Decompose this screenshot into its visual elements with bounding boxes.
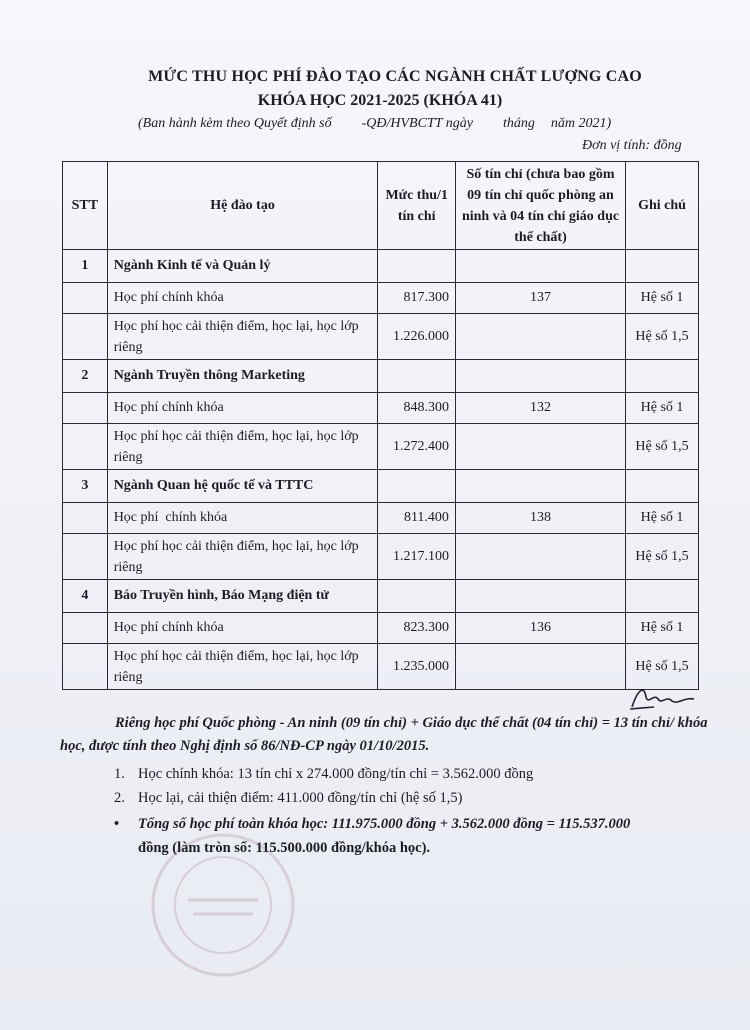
header-note: Ghi chú xyxy=(626,162,699,250)
row-rate: 1.235.000 xyxy=(378,644,456,690)
section-name: Ngành Quan hệ quốc tế và TTTC xyxy=(107,470,378,503)
row-label: Học phí học cải thiện điểm, học lại, học lớp riêng xyxy=(107,424,378,470)
row-rate: 1.217.100 xyxy=(378,534,456,580)
section-row xyxy=(63,360,699,393)
document-subtitle-course: KHÓA HỌC 2021-2025 (KHÓA 41) xyxy=(257,92,503,109)
section-number: 3 xyxy=(63,470,108,503)
row-rate: 848.300 xyxy=(378,393,456,424)
row-note: Hệ số 1,5 xyxy=(626,314,699,360)
decision-reference-part1: (Ban hành kèm theo Quyết định số xyxy=(138,116,332,131)
table-row xyxy=(63,613,699,644)
section-row xyxy=(63,470,699,503)
decision-reference-part2: -QĐ/HVBCTT ngày xyxy=(361,116,473,131)
row-note: Hệ số 1 xyxy=(626,393,699,424)
document-title: MỨC THU HỌC PHÍ ĐÀO TẠO CÁC NGÀNH CHẤT LƯỢNG CAO xyxy=(148,68,642,85)
fee-list xyxy=(114,762,734,810)
faded-seal-stamp xyxy=(148,830,298,980)
total-fee-line2: đồng (làm tròn số: 115.500.000 đồng/khóa học). xyxy=(138,840,431,856)
row-note: Hệ số 1 xyxy=(626,283,699,314)
row-credits: 132 xyxy=(455,393,625,424)
row-label: Học phí học cải thiện điểm, học lại, học lớp riêng xyxy=(107,644,378,690)
row-label: Học phí chính khóa xyxy=(107,283,378,314)
row-note: Hệ số 1,5 xyxy=(626,424,699,470)
row-rate: 817.300 xyxy=(378,283,456,314)
list-item-number: 1. xyxy=(114,766,125,782)
unit-label: Đơn vị tính: đồng xyxy=(582,138,682,153)
table-row xyxy=(63,314,699,360)
row-credits: 138 xyxy=(455,503,625,534)
row-credits: 137 xyxy=(455,283,625,314)
total-fee-line1: Tổng số học phí toàn khóa học: 111.975.000 đồng + 3.562.000 đồng = 115.537.000 xyxy=(138,816,631,832)
decision-reference-part3: tháng xyxy=(502,116,535,131)
table-row xyxy=(63,503,699,534)
tuition-table xyxy=(62,161,699,690)
header-credits: Số tín chỉ (chưa bao gồm 09 tín chỉ quốc phòng an ninh và 04 tín chỉ giáo dục thể chất) xyxy=(455,162,625,250)
table-row xyxy=(63,644,699,690)
row-rate: 1.226.000 xyxy=(378,314,456,360)
bullet-icon: • xyxy=(114,816,120,832)
section-name: Báo Truyền hình, Báo Mạng điện tử xyxy=(107,580,378,613)
list-item-text: Học chính khóa: 13 tín chỉ x 274.000 đồng/tín chỉ = 3.562.000 đồng xyxy=(138,766,534,782)
section-number: 4 xyxy=(63,580,108,613)
row-label: Học phí học cải thiện điểm, học lại, học lớp riêng xyxy=(107,534,378,580)
row-label: Học phí học cải thiện điểm, học lại, học lớp riêng xyxy=(107,314,378,360)
row-label: Học phí chính khóa xyxy=(107,503,378,534)
header-rate: Mức thu/1 tín chỉ xyxy=(378,162,456,250)
header-program: Hệ đào tạo xyxy=(107,162,378,250)
table-row xyxy=(63,534,699,580)
row-note: Hệ số 1,5 xyxy=(626,534,699,580)
row-note: Hệ số 1,5 xyxy=(626,644,699,690)
section-row xyxy=(63,250,699,283)
decision-reference xyxy=(138,116,611,132)
section-number: 1 xyxy=(63,250,108,283)
row-note: Hệ số 1 xyxy=(626,613,699,644)
row-label: Học phí chính khóa xyxy=(107,393,378,424)
row-note: Hệ số 1 xyxy=(626,503,699,534)
list-item xyxy=(114,762,734,786)
list-item-text: Học lại, cải thiện điểm: 411.000 đồng/tín chỉ (hệ số 1,5) xyxy=(138,790,463,806)
table-header-row xyxy=(63,162,699,250)
table-row xyxy=(63,283,699,314)
section-number: 2 xyxy=(63,360,108,393)
section-name: Ngành Truyền thông Marketing xyxy=(107,360,378,393)
row-rate: 811.400 xyxy=(378,503,456,534)
row-credits: 136 xyxy=(455,613,625,644)
table-row xyxy=(63,393,699,424)
table-row xyxy=(63,424,699,470)
decision-reference-part4: năm 2021) xyxy=(550,116,612,131)
signature-mark xyxy=(628,683,698,713)
section-name: Ngành Kinh tế và Quản lý xyxy=(107,250,378,283)
header-stt: STT xyxy=(63,162,108,250)
row-rate: 1.272.400 xyxy=(378,424,456,470)
section-row xyxy=(63,580,699,613)
row-rate: 823.300 xyxy=(378,613,456,644)
list-item xyxy=(114,786,734,810)
defense-fee-note: Riêng học phí Quốc phòng - An ninh (09 tín chỉ) + Giáo dục thể chất (04 tín chỉ) = 13 tín chỉ/ khóa học, được tính theo Nghị định số 86/NĐ-CP ngày 01/10/2015. xyxy=(60,715,708,754)
list-item-number: 2. xyxy=(114,790,125,806)
row-label: Học phí chính khóa xyxy=(107,613,378,644)
